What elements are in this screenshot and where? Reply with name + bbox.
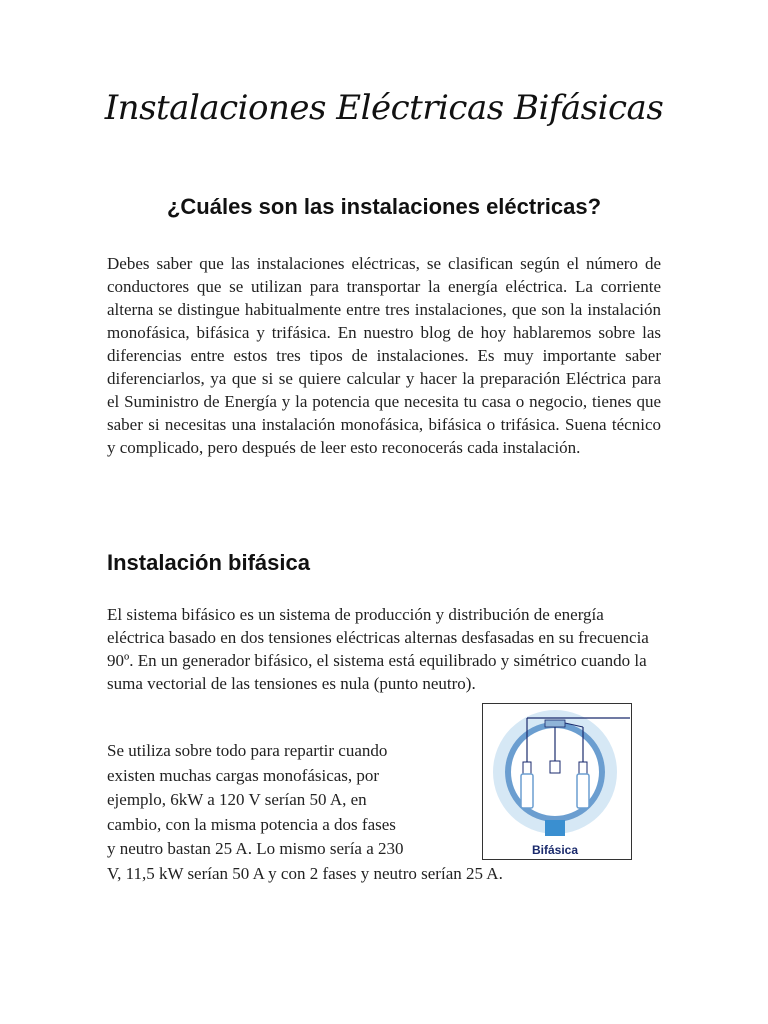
diagram-label: Bifásica — [531, 843, 579, 857]
usage-line: existen muchas cargas monofásicas, por — [107, 765, 380, 785]
usage-line: V, 11,5 kW serían 50 A y con 2 fases y neutro serían 25 A. — [107, 863, 503, 883]
diagram-top-connector — [545, 720, 565, 727]
usage-line: cambio, con la misma potencia a dos fases — [107, 814, 396, 834]
bifasica-diagram — [482, 703, 632, 860]
usage-line: y neutro bastan 25 A. Lo mismo sería a 230 — [107, 839, 404, 858]
section-heading: Instalación bifásica — [107, 550, 310, 575]
diagram-terminal-right — [579, 762, 587, 774]
document-title: Instalaciones Eléctricas Bifásicas — [104, 88, 664, 128]
usage-line: ejemplo, 6kW a 120 V serían 50 A, en — [107, 790, 367, 809]
usage-line: Se utiliza sobre todo para repartir cuando — [107, 741, 388, 760]
diagram-terminal-left — [523, 762, 531, 774]
intro-paragraph: Debes saber que las instalaciones eléctricas, se clasifican según el número de conductores que se utilizan para transportar la energía eléctrica. La corriente alterna se distingue habitualmente entre tres instalaciones, que son la instalación monofásica, bifásica y trifásica. En nuestro blog de hoy hablaremos sobre las diferencias entre estos tres tipos de instalaciones. Es muy importante saber diferenciarlos, ya que si se quiere calcular y hacer la preparación Eléctrica para el Suministro de Energía y la potencia que necesita tu casa o negocio, tienes que saber si necesitas una instalación monofásica, bifásica o trifásica. Suena técnico y complicado, pero después de leer esto reconocerás cada instalación. — [107, 254, 661, 457]
question-heading: ¿Cuáles son las instalaciones eléctricas? — [166, 194, 602, 219]
diagram-tube-right — [577, 774, 589, 808]
bifasica-diagram-graphic — [483, 704, 630, 858]
diagram-base — [545, 820, 565, 836]
diagram-tube-left — [521, 774, 533, 808]
diagram-terminal-center — [550, 761, 560, 773]
bifasica-paragraph: El sistema bifásico es un sistema de producción y distribución de energía eléctrica basado en dos tensiones eléctricas alternas desfasadas en su frecuencia 90º. En un generador bifásico, el sistema está equilibrado y simétrico cuando la suma vectorial de las tensiones es nula (punto neutro). — [107, 605, 649, 693]
